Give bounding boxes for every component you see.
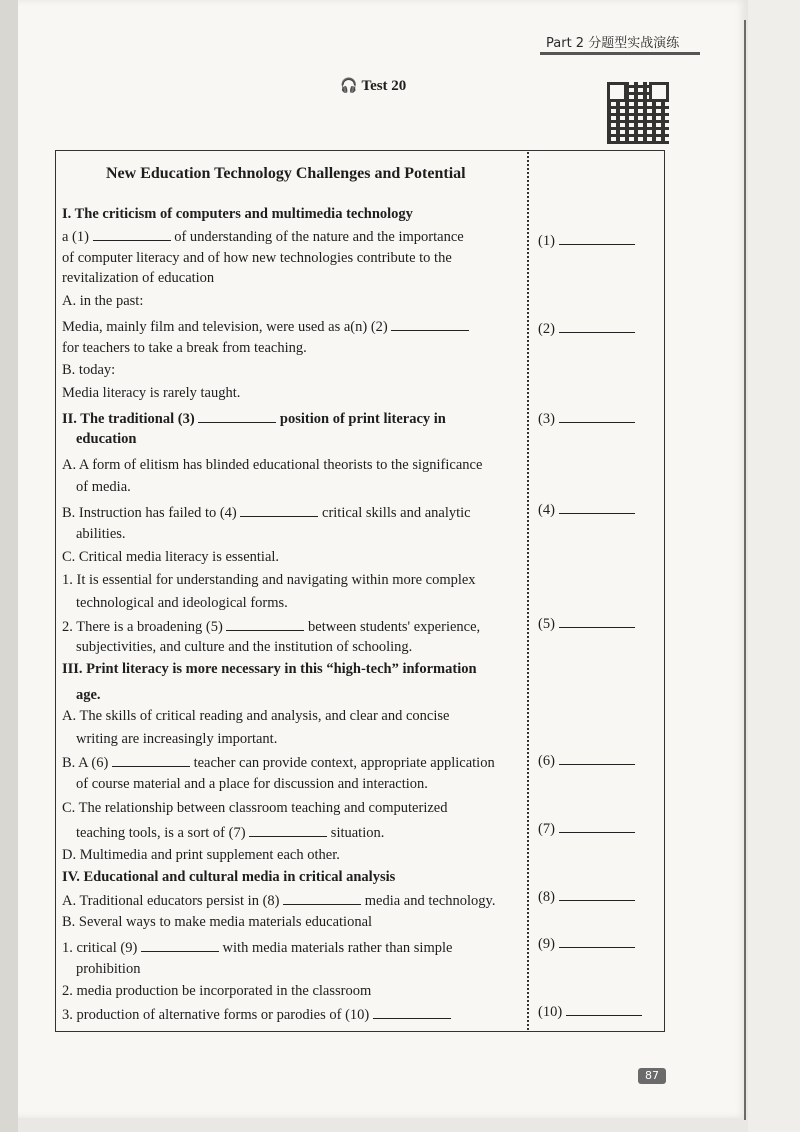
document-title: New Education Technology Challenges and Potential (106, 165, 466, 182)
answer-label: (3) (538, 411, 555, 427)
answer-slot-5[interactable] (538, 613, 635, 633)
text-line: A. The skills of critical reading and analysis, and clear and concise (62, 708, 450, 724)
section-heading-1: I. The criticism of computers and multimedia technology (62, 206, 413, 222)
text-line: education (76, 431, 137, 447)
blank-5[interactable] (226, 616, 304, 631)
text-line: of media. (76, 479, 131, 495)
text-line (62, 937, 452, 957)
text-line: for teachers to take a break from teaching. (62, 340, 307, 356)
answer-blank[interactable] (559, 318, 635, 333)
text-fragment: Media, mainly film and television, were used as a(n) (2) (62, 319, 388, 335)
text-line: 1. It is essential for understanding and navigating within more complex (62, 572, 476, 588)
text-fragment: II. The traditional (3) (62, 411, 195, 427)
answer-slot-2[interactable] (538, 318, 635, 338)
text-line: of computer literacy and of how new technologies contribute to the (62, 250, 452, 266)
text-line: prohibition (76, 961, 141, 977)
text-fragment: 3. production of alternative forms or parodies of (10) (62, 1007, 370, 1023)
text-line: abilities. (76, 526, 126, 542)
running-header: Part 2 分题型实战演练 (546, 36, 680, 51)
answer-label: (1) (538, 233, 555, 249)
answer-label: (10) (538, 1004, 563, 1020)
text-line: technological and ideological forms. (76, 595, 288, 611)
text-fragment: media and technology. (364, 893, 496, 909)
text-line: age. (76, 687, 101, 703)
answer-label: (5) (538, 616, 555, 632)
answer-label: (2) (538, 321, 555, 337)
answer-blank[interactable] (559, 750, 635, 765)
text-line: revitalization of education (62, 270, 215, 286)
text-line: writing are increasingly important. (76, 731, 278, 747)
text-line (76, 822, 384, 842)
section-heading-4: IV. Educational and cultural media in critical analysis (62, 869, 396, 885)
text-line: B. Several ways to make media materials educational (62, 914, 373, 930)
text-line: 2. media production be incorporated in the classroom (62, 983, 372, 999)
answer-blank[interactable] (559, 933, 635, 948)
page-edge-line (744, 20, 746, 1120)
headphone-icon: 🎧 (340, 78, 358, 94)
text-line (62, 890, 495, 910)
answer-blank[interactable] (559, 230, 635, 245)
answer-slot-10[interactable] (538, 1001, 642, 1021)
answer-label: (8) (538, 889, 555, 905)
answer-blank[interactable] (559, 499, 635, 514)
answer-blank[interactable] (559, 613, 635, 628)
text-fragment: teacher can provide context, appropriate application (193, 755, 495, 771)
answer-slot-9[interactable] (538, 933, 635, 953)
section-heading-2 (62, 408, 446, 428)
text-fragment: situation. (330, 825, 385, 841)
text-line: C. Critical media literacy is essential. (62, 549, 280, 565)
text-line: A. A form of elitism has blinded educational theorists to the significance (62, 457, 483, 473)
answer-column-divider (527, 152, 529, 1030)
blank-1[interactable] (93, 226, 171, 241)
text-fragment: position of print literacy in (279, 411, 446, 427)
answer-slot-4[interactable] (538, 499, 635, 519)
text-fragment: of understanding of the nature and the importance (174, 229, 464, 245)
answer-blank[interactable] (566, 1001, 642, 1016)
blank-3[interactable] (198, 408, 276, 423)
text-fragment: a (1) (62, 229, 89, 245)
section-heading-3: III. Print literacy is more necessary in this “high-tech” information (62, 661, 477, 677)
text-fragment: teaching tools, is a sort of (7) (76, 825, 246, 841)
answer-blank[interactable] (559, 886, 635, 901)
text-fragment: with media materials rather than simple (222, 940, 453, 956)
answer-slot-7[interactable] (538, 818, 635, 838)
text-fragment: 2. There is a broadening (5) (62, 619, 223, 635)
text-fragment: between students' experience, (308, 619, 481, 635)
answer-label: (9) (538, 936, 555, 952)
page-number: 87 (638, 1068, 666, 1084)
answer-slot-1[interactable] (538, 230, 635, 250)
text-line: of course material and a place for discussion and interaction. (76, 776, 428, 792)
text-line: Media literacy is rarely taught. (62, 385, 241, 401)
text-fragment: B. Instruction has failed to (4) (62, 505, 237, 521)
text-line (62, 616, 480, 636)
answer-label: (4) (538, 502, 555, 518)
text-line: D. Multimedia and print supplement each other. (62, 847, 340, 863)
blank-10[interactable] (373, 1004, 451, 1019)
text-line: B. today: (62, 362, 116, 378)
blank-2[interactable] (391, 316, 469, 331)
text-line (62, 502, 471, 522)
text-fragment: critical skills and analytic (322, 505, 471, 521)
answer-label: (6) (538, 753, 555, 769)
answer-slot-6[interactable] (538, 750, 635, 770)
answer-slot-8[interactable] (538, 886, 635, 906)
test-title-text: Test 20 (361, 78, 407, 94)
blank-6[interactable] (112, 752, 190, 767)
blank-7[interactable] (249, 822, 327, 837)
answer-label: (7) (538, 821, 555, 837)
text-line (62, 226, 464, 246)
text-line: A. in the past: (62, 293, 144, 309)
answer-blank[interactable] (559, 408, 635, 423)
text-line (62, 1004, 451, 1024)
answer-blank[interactable] (559, 818, 635, 833)
text-line (62, 752, 495, 772)
test-title (340, 78, 406, 95)
text-fragment: 1. critical (9) (62, 940, 138, 956)
page-edge-shadow (748, 0, 800, 1132)
text-line (62, 316, 469, 336)
text-line: subjectivities, and culture and the institution of schooling. (76, 639, 413, 655)
book-spine (0, 0, 18, 1132)
text-fragment: B. A (6) (62, 755, 109, 771)
text-fragment: A. Traditional educators persist in (8) (62, 893, 280, 909)
header-rule (540, 52, 700, 55)
answer-slot-3[interactable] (538, 408, 635, 428)
blank-9[interactable] (141, 937, 219, 952)
blank-8[interactable] (283, 890, 361, 905)
blank-4[interactable] (240, 502, 318, 517)
qr-code-icon (607, 82, 669, 144)
text-line: C. The relationship between classroom teaching and computerized (62, 800, 448, 816)
